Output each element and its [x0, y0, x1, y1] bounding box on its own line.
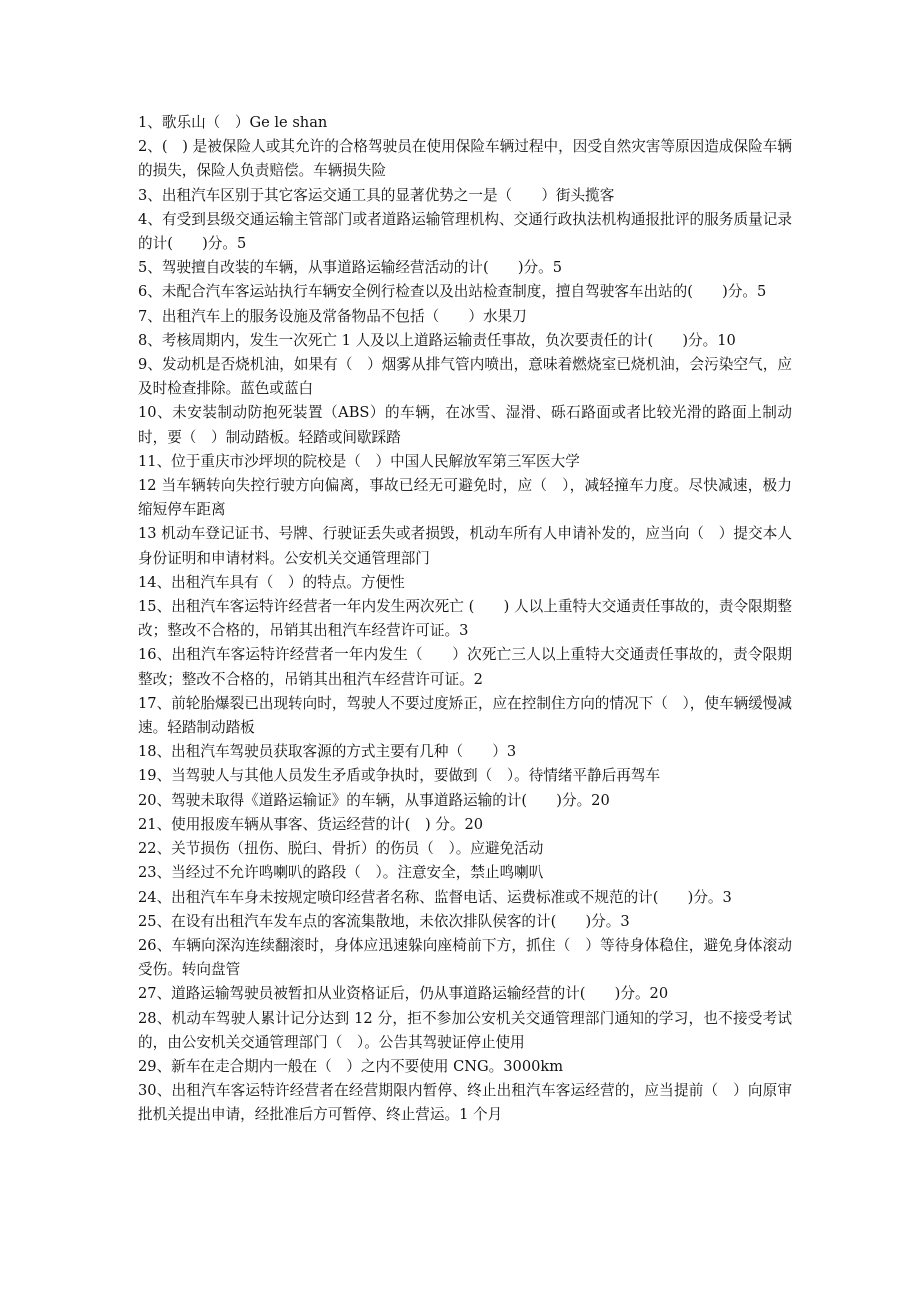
list-item: 27、道路运输驾驶员被暂扣从业资格证后，仍从事道路运输经营的计( )分。20 — [138, 985, 669, 1003]
list-item: 6、未配合汽车客运站执行车辆安全例行检查以及出站检查制度，擅自驾驶客车出站的( )分。5 — [138, 283, 767, 301]
list-item: 16、出租汽车客运特许经营者一年内发生（ ）次死亡三人以上重特大交通责任事故的，责令限期整改；整改不合格的，吊销其出租汽车经营许可证。2 — [138, 646, 792, 688]
list-item: 23、当经过不允许鸣喇叭的路段（ ）。注意安全，禁止鸣喇叭 — [138, 864, 544, 882]
list-item: 4、有受到县级交通运输主管部门或者道路运输管理机构、交通行政执法机构通报批评的服务质量记录的计( )分。5 — [138, 210, 792, 253]
list-item: 22、关节损伤（扭伤、脱臼、骨折）的伤员（ ）。应避免活动 — [138, 840, 544, 858]
list-item: 8、考核周期内，发生一次死亡 1 人及以上道路运输责任事故，负次要责任的计( )分。10 — [138, 331, 736, 349]
list-item: 9、发动机是否烧机油，如果有（ ）烟雾从排气管内喷出，意味着燃烧室已烧机油，会污染空气，应及时检查排除。蓝色或蓝白 — [138, 356, 792, 398]
document-body — [138, 111, 792, 1128]
list-item: 26、车辆向深沟连续翻滚时，身体应迅速躲向座椅前下方，抓住（ ）等待身体稳住，避免身体滚动受伤。转向盘管 — [138, 936, 792, 979]
list-item: 14、出租汽车具有（ ）的特点。方便性 — [138, 573, 405, 591]
list-item: 1、歌乐山（ ）Ge le shan — [138, 114, 328, 131]
list-item: 12 当车辆转向失控行驶方向偏离，事故已经无可避免时，应（ ），减轻撞车力度。尽快减速，极力缩短停车距离 — [138, 477, 792, 519]
list-item: 25、在设有出租汽车发车点的客流集散地，未依次排队侯客的计( )分。3 — [138, 912, 630, 930]
list-item: 24、出租汽车车身未按规定喷印经营者名称、监督电话、运费标准或不规范的计( )分。3 — [138, 888, 732, 906]
list-item: 10、未安装制动防抱死装置（ABS）的车辆，在冰雪、湿滑、砾石路面或者比较光滑的路面上制动时，要（ ）制动踏板。轻踏或间歇踩踏 — [138, 404, 792, 446]
list-item: 2、( ) 是被保险人或其允许的合格驾驶员在使用保险车辆过程中，因受自然灾害等原因造成保险车辆的损失，保险人负责赔偿。车辆损失险 — [138, 138, 792, 180]
list-item: 5、驾驶擅自改装的车辆，从事道路运输经营活动的计( )分。5 — [138, 259, 562, 277]
list-item: 13 机动车登记证书、号牌、行驶证丢失或者损毁，机动车所有人申请补发的，应当向（ ）提交本人身份证明和申请材料。公安机关交通管理部门 — [138, 525, 792, 567]
list-item: 11、位于重庆市沙坪坝的院校是（ ）中国人民解放军第三军医大学 — [138, 452, 580, 470]
list-item: 7、出租汽车上的服务设施及常备物品不包括（ ）水果刀 — [138, 307, 527, 325]
list-item: 17、前轮胎爆裂已出现转向时，驾驶人不要过度矫正，应在控制住方向的情况下（ ），使车辆缓慢减速。轻踏制动踏板 — [138, 694, 792, 737]
list-item: 3、出租汽车区别于其它客运交通工具的显著优势之一是（ ）街头揽客 — [138, 186, 615, 204]
list-item: 29、新车在走合期内一般在（ ）之内不要使用 CNG。3000km — [138, 1057, 564, 1075]
list-item: 28、机动车驾驶人累计记分达到 12 分，拒不参加公安机关交通管理部门通知的学习，也不接受考试的，由公安机关交通管理部门（ ）。公告其驾驶证停止使用 — [138, 1009, 792, 1051]
list-item: 18、出租汽车驾驶员获取客源的方式主要有几种（ ）3 — [138, 743, 517, 761]
list-item: 15、出租汽车客运特许经营者一年内发生两次死亡 ( ) 人以上重特大交通责任事故的，责令限期整改；整改不合格的，吊销其出租汽车经营许可证。3 — [138, 598, 792, 640]
list-item: 20、驾驶未取得《道路运输证》的车辆，从事道路运输的计( )分。20 — [138, 791, 610, 809]
list-item: 21、使用报废车辆从事客、货运经营的计( ) 分。20 — [138, 815, 484, 833]
list-item: 30、出租汽车客运特许经营者在经营期限内暂停、终止出租汽车客运经营的，应当提前（ ）向原审批机关提出申请，经批准后方可暂停、终止营运。1 个月 — [138, 1082, 792, 1124]
list-item: 19、当驾驶人与其他人员发生矛盾或争执时，要做到（ ）。待情绪平静后再驾车 — [138, 767, 661, 785]
